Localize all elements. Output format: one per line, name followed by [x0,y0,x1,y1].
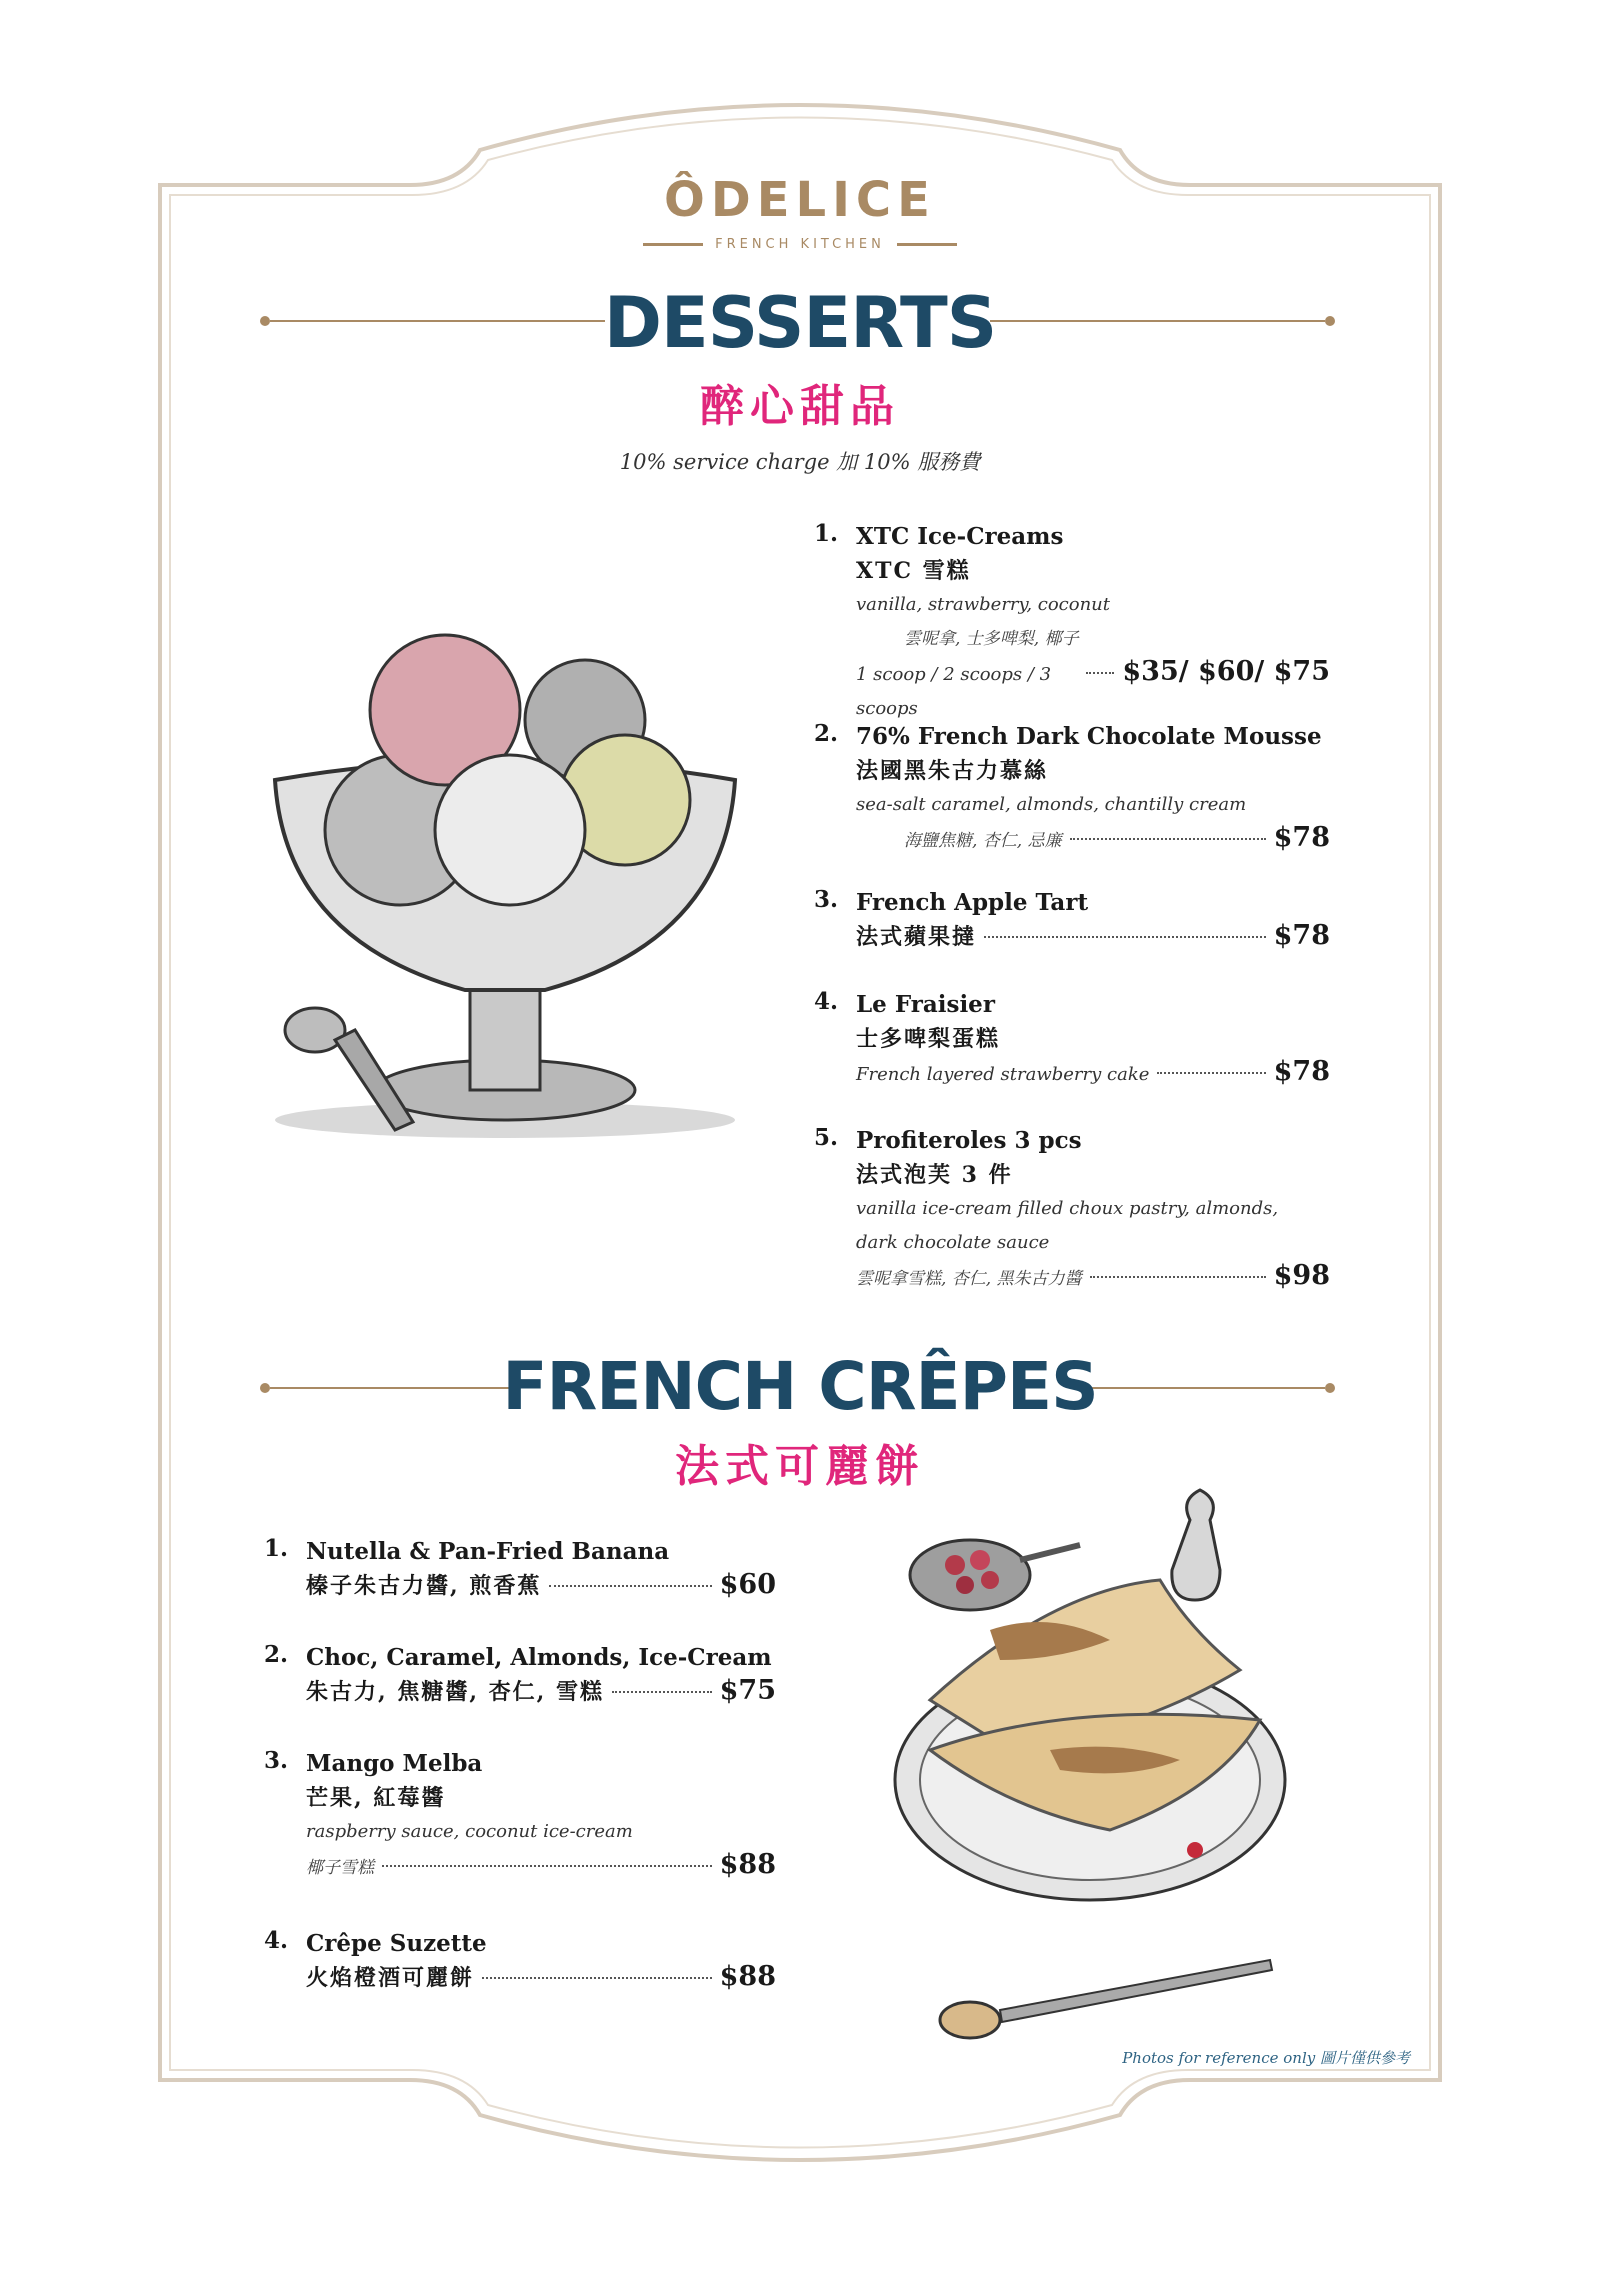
item-name: Nutella & Pan-Fried Banana [306,1538,670,1565]
item-number: 2. [814,720,839,747]
dessert-item [814,520,1330,726]
item-number: 2. [264,1641,289,1668]
item-number: 1. [814,520,839,547]
photo-reference-note: Photos for reference only 圖片僅供參考 [1122,2049,1410,2067]
item-description-line2: dark chocolate sauce [856,1232,1050,1253]
item-name: Mango Melba [306,1750,483,1777]
item-price: $78 [1273,1056,1330,1087]
item-description: vanilla, strawberry, coconut [856,594,1111,615]
dessert-item [814,1124,1330,1296]
item-name-cn: 士多啤梨蛋糕 [856,1026,1001,1052]
item-name-cn: XTC 雪糕 [856,558,971,584]
item-name-cn: 芒果, 紅莓醬 [306,1785,446,1811]
item-price: $88 [719,1849,776,1880]
item-name-cn: 朱古力, 焦糖醬, 杏仁, 雪糕 [306,1679,604,1705]
item-number: 4. [264,1927,289,1954]
desserts-title: DESSERTS [603,282,997,364]
item-price: $78 [1273,920,1330,951]
item-name: Le Fraisier [856,991,995,1018]
item-price: $75 [719,1675,776,1706]
dessert-item [814,886,1330,954]
item-name: Choc, Caramel, Almonds, Ice-Cream [306,1644,772,1671]
crepe-item [264,1927,776,1995]
item-name-cn: 火焰橙酒可麗餅 [306,1965,475,1991]
dessert-item [814,720,1330,858]
service-charge-note: 10% service charge 加 10% 服務費 [619,450,981,474]
item-description-cn: 雲呢拿, 士多啤梨, 椰子 [904,629,1079,649]
item-price: $88 [719,1961,776,1992]
item-price: $60 [719,1569,776,1600]
item-description-cn: 椰子雪糕 [306,1858,374,1878]
desserts-title-cn: 醉心甜品 [700,381,900,432]
item-description: raspberry sauce, coconut ice-cream [306,1821,633,1842]
crepes-plate-illustration [890,1450,1310,2060]
item-number: 3. [814,886,839,913]
item-description: French layered strawberry cake [856,1064,1150,1085]
crepe-item [264,1535,776,1603]
item-name: French Apple Tart [856,889,1089,916]
crepe-item [264,1641,776,1709]
item-name-cn: 法式泡芙 3 件 [856,1162,1013,1188]
item-price: $78 [1273,822,1330,853]
item-name-cn: 法國黑朱古力慕絲 [856,758,1049,784]
ice-cream-bowl-illustration [255,610,755,1150]
crepes-title: FRENCH CRÊPES [502,1348,1098,1425]
item-description-cn: 雲呢拿雪糕, 杏仁, 黑朱古力醬 [856,1269,1082,1289]
item-name-cn: 法式蘋果撻 [856,924,977,950]
item-price: $35/ $60/ $75 [1122,656,1330,687]
item-name-cn: 榛子朱古力醬, 煎香蕉 [306,1573,542,1599]
brand-logo: ÔDELICE [664,172,936,228]
dessert-item [814,988,1330,1092]
item-description: vanilla ice-cream filled choux pastry, almonds, [856,1198,1279,1219]
item-number: 3. [264,1747,289,1774]
item-name: 76% French Dark Chocolate Mousse [856,723,1322,750]
item-description: sea-salt caramel, almonds, chantilly cream [856,794,1247,815]
item-number: 1. [264,1535,289,1562]
brand-subtitle: FRENCH KITCHEN [0,237,1600,252]
item-price: $98 [1273,1260,1330,1291]
item-name: Profiteroles 3 pcs [856,1127,1082,1154]
item-number: 5. [814,1124,839,1151]
item-price-label: 1 scoop / 2 scoops / 3 scoops [856,664,1052,719]
crepe-item [264,1747,776,1885]
item-description-cn: 海鹽焦糖, 杏仁, 忌廉 [904,831,1062,851]
item-number: 4. [814,988,839,1015]
item-name: XTC Ice-Creams [856,523,1064,550]
crepes-title-cn: 法式可麗餅 [675,1441,925,1492]
item-name: Crêpe Suzette [306,1930,487,1957]
